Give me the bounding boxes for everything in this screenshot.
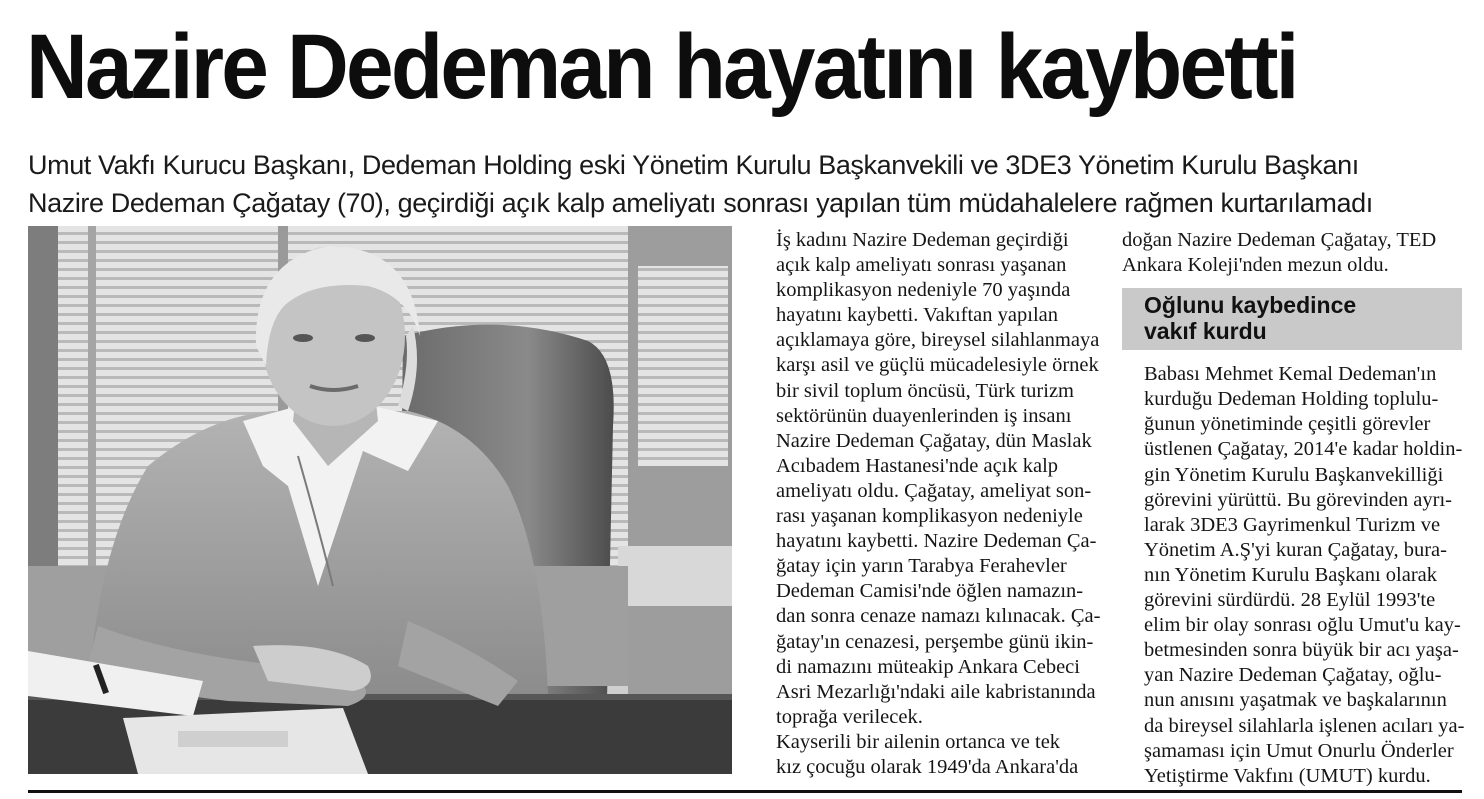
portrait-photo — [28, 226, 732, 774]
body-paragraph: doğan Nazire Dedeman Çağatay, TED Ankara Koleji'nden mezun oldu. — [1122, 229, 1437, 277]
body-paragraph: İş kadını Nazire Dedeman geçirdiği açık kalp ameliyatı sonrası yaşanan komplikasyon nedeniyle 70 yaşında hayatını kaybetti. Vakıftan yapılan açıklamaya göre, bireysel silahlanmaya karşı asil ve güçlü mücadelesiyle örnek bir sivil toplum öncüsü, Türk turizm sektörünün duayenlerinden iş insanı Nazire Dedeman Çağatay, dün Maslak Acıbadem Hastanesi'nde açık kalp ameliyatı oldu. Çağatay, ameliyat son- rası yaşanan komplikasyon nedeniyle hayatını kaybetti. Nazire Dedeman Ça- ğatay için yarın Tarabya Ferahevler Dedeman Camisi'nde öğlen namazın- dan sonra cenaze namazı kılınacak. Ça- ğatay'ın cenazesi, perşembe günü ikin- di namazını müteakip Ankara Cebeci Asri Mezarlığı'ndaki aile kabristanında toprağa verilecek. — [776, 229, 1101, 728]
body-paragraph: Kayserili bir ailenin ortanca ve tek kız çocuğu olarak 1949'da Ankara'da — [776, 730, 1079, 778]
section-subtitle: Oğlunu kaybedince vakıf kurdu — [1122, 288, 1462, 350]
headline: Nazire Dedeman hayatını kaybetti — [26, 16, 1297, 118]
body-paragraph: Babası Mehmet Kemal Dedeman'ın kurduğu Dedeman Holding toplulu- ğunun yönetiminde çeşitli görevler üstlenen Çağatay, 2014'e kadar holdin- gin Yönetim Kurulu Başkanvekilliği görevini yürüttü. Bu görevinden ayrı- larak 3DE3 Gayrimenkul Turizm ve Yönetim A.Ş'yi kuran Çağatay, bura- nın Yönetim Kurulu Başkanı olarak görevini sürdürdü. 28 Eylül 1993'te elim bir olay sonrası oğlu Umut'u kay- betmesinden sonra büyük bir acı yaşa- yan Nazire Dedeman Çağatay, oğlu- nun anısını yaşatmak ve başkalarının da bireysel silahlarla işlenen acıları ya- şamaması için Umut Onurlu Önderler Yetiştirme Vakfını (UMUT) kurdu. — [1144, 363, 1465, 787]
article-column-1 — [754, 228, 1101, 780]
subheadline — [28, 146, 1468, 222]
subheadline-line: Umut Vakfı Kurucu Başkanı, Dedeman Holding eski Yönetim Kurulu Başkanvekili ve 3DE3 Yönetim Kurulu Başkanı — [28, 150, 1359, 180]
subheadline-line: Nazire Dedeman Çağatay (70), geçirdiği açık kalp ameliyatı sonrası yapılan tüm müdahalelere rağmen kurtarılamadı — [28, 188, 1373, 218]
article-column-2 — [1122, 228, 1465, 789]
bottom-rule — [28, 790, 1462, 793]
